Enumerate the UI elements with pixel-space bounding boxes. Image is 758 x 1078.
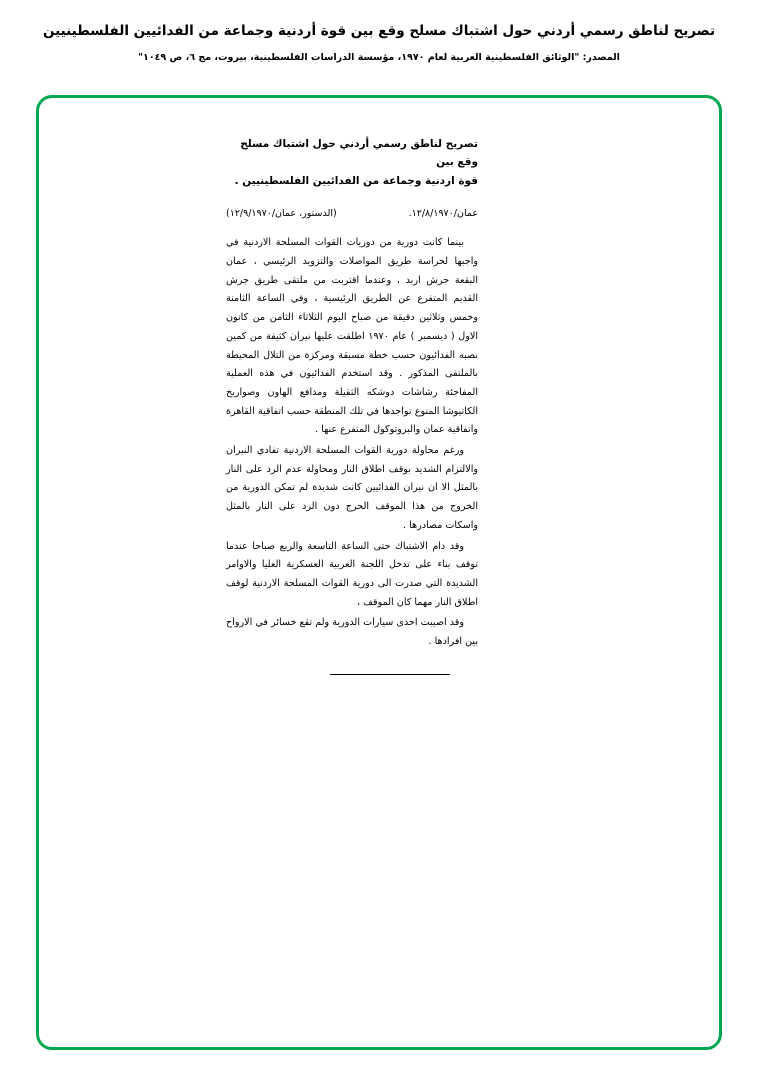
document-header <box>0 22 758 63</box>
document-metadata <box>226 206 478 221</box>
source-citation: المصدر: "الوثائق الفلسطينية العربية لعام ١٩٧٠، مؤسسة الدراسات الفلسطينية، بيروت، مج ٦، ص ١٠٤٩" <box>138 52 620 64</box>
metadata-citation: (الدستور، عمان/١٢/٩/١٩٧٠) <box>226 208 337 220</box>
paragraph: وقد دام الاشتباك حتى الساعة التاسعة والربع صباحا عندما توقف بناء على تدخل اللجنة العربية العسكرية العليا والاوامر الشديدة التي صدرت الى دورية القوات المسلحة الاردنية لوقف اطلاق النار مهما كان الموقف ، <box>226 540 478 608</box>
document-body <box>226 135 478 675</box>
paragraph: ورغم محاولة دورية القوات المسلحة الاردنية تفادي النيران والالتزام الشديد بوقف اطلاق النار ومحاولة عدم الرد على النار بالمثل الا ان نيران الفدائيين كانت شديدة لم تمكن الدورية من الخروج من هذا الموقف الحرج دون الرد على النار بالمثل واسكات مصادرها . <box>226 445 478 531</box>
paragraph: بينما كانت دورية من دوريات القوات المسلحة الاردنية في واجبها لحراسة طريق المواصلات والتزويد الرئيسي ، عمان البقعة جرش اربد ، وعندما اقتربت من ملتقى طريق جرش القديم المتفرع عن الطريق الرئيسية ، وفي الساعة الثامنة وخمس وثلاثين دقيقة من صباح اليوم الثلاثاء الثامن من كانون الاول ( ديسمبر ) عام ١٩٧٠ اطلقت عليها نيران كثيفة من كمين نصبه الفدائيون حسب خطة مسبقة ومركزة من التلال المحيطة بالملتقى المذكور . وقد استخدم الفدائيون في هذه العملية المفاجئة رشاشات دوشكه الثقيلة ومدافع الهاون وصواريخ الكاتيوشا المنوع تواجدها في تلك المنطقة حسب اتفاقية القاهرة واتفاقية عمان والبروتوكول المتفرع عنها . <box>226 237 478 436</box>
section-divider <box>330 674 450 675</box>
metadata-date: عمان/١٢/٨/١٩٧٠. <box>408 208 478 220</box>
document-title-line-1: تصريح لناطق رسمي أردني حول اشتباك مسلح وقع بين <box>240 138 478 169</box>
page-title: تصريح لناطق رسمي أردني حول اشتباك مسلح وقع بين قوة أردنية وجماعة من الفدائيين الفلسطينيين <box>42 23 716 39</box>
document-title <box>226 135 478 190</box>
document-title-line-2: قوة اردنية وجماعة من الفدائيين الفلسطينيين . <box>234 174 478 187</box>
paragraph: وقد اصيبت احدى سيارات الدورية ولم تقع خسائر في الارواح بين افرادها . <box>226 617 478 648</box>
